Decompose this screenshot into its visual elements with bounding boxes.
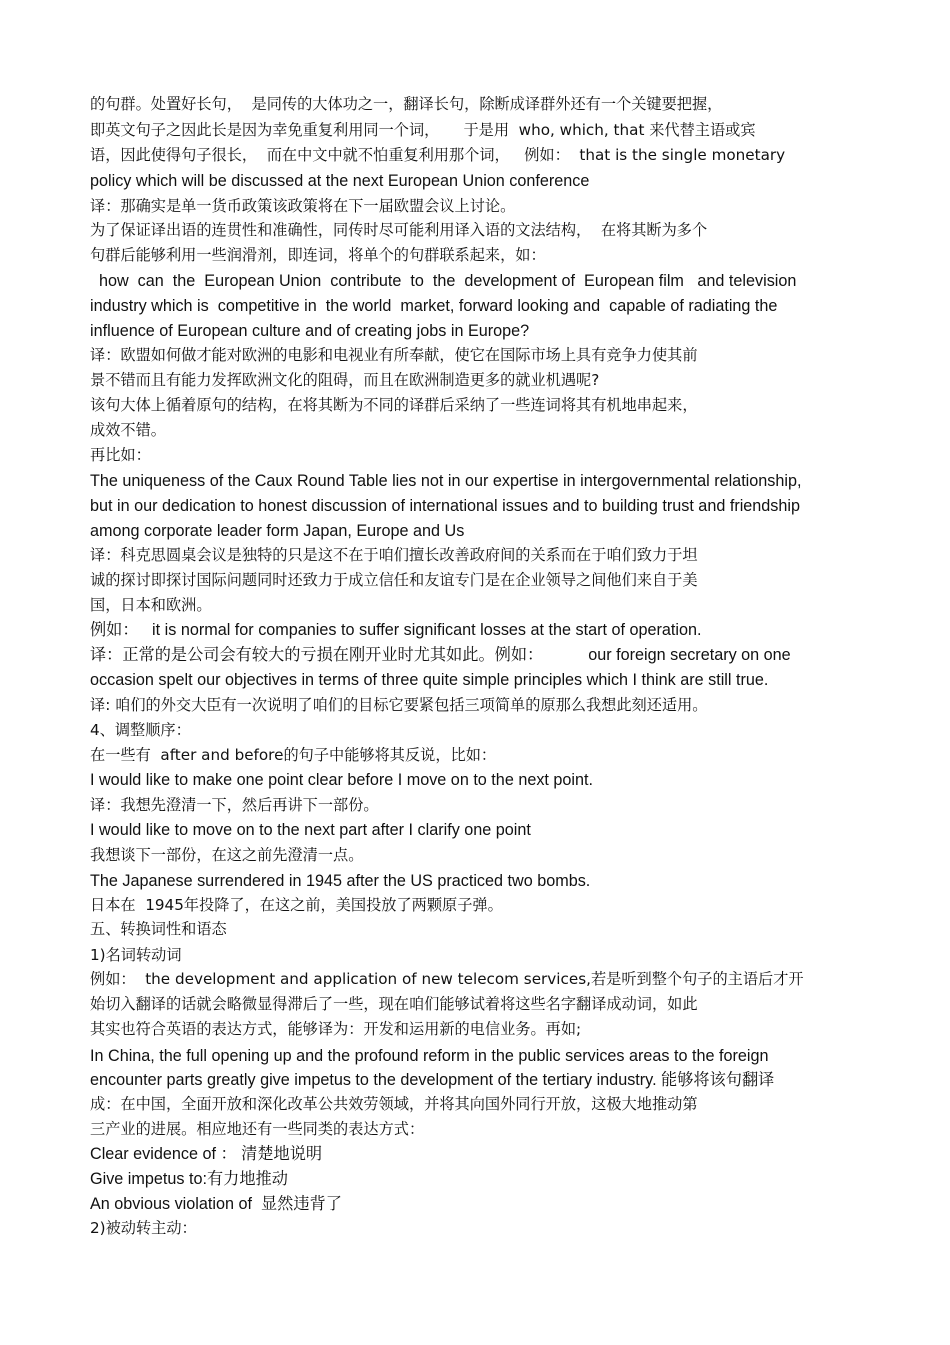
text-line: influence of European culture and of creating jobs in Europe? [90, 322, 530, 340]
text-line: 语，因此使得句子很长， 而在中文中就不怕重复利用那个词， 例如： that is the single monetary [90, 146, 786, 164]
text-line: 其实也符合英语的表达方式，能够译为：开发和运用新的电信业务。再如; [90, 1020, 582, 1038]
text-line: 译：正常的是公司会有较大的亏损在刚开业时尤其如此。例如： our foreign secretary on one [90, 646, 791, 664]
text-line: 五、转换词性和语态 [90, 920, 227, 938]
text-line: occasion spelt our objectives in terms of three quite simple principles which I think are still true. [90, 671, 769, 689]
text-line: 再比如： [90, 446, 151, 464]
text-line: encounter parts greatly give impetus to the development of the tertiary industry. 能够将该句翻译 [90, 1071, 775, 1089]
text-line: policy which will be discussed at the next European Union conference [90, 172, 590, 190]
text-line: I would like to make one point clear before I move on to the next point. [90, 771, 594, 789]
text-line: 译：那确实是单一货币政策该政策将在下一届欧盟会议上讨论。 [90, 197, 516, 215]
text-line: how can the European Union contribute to the development of European film and television [90, 272, 797, 290]
text-line: 日本在 1945年投降了，在这之前，美国投放了两颗原子弹。 [90, 896, 503, 914]
text-line: 成：在中国，全面开放和深化改革公共效劳领域，并将其向国外同行开放，这极大地推动第 [90, 1095, 698, 1113]
text-line: 三产业的进展。相应地还有一些同类的表达方式： [90, 1120, 425, 1138]
text-line: 国，日本和欧洲。 [90, 596, 212, 614]
text-line: 的句群。处置好长句， 是同传的大体功之一，翻译长句，除断成译群外还有一个关键要把握， [90, 95, 723, 113]
text-line: In China, the full opening up and the profound reform in the public services areas to the foreign [90, 1047, 769, 1065]
text-line: 诚的探讨即探讨国际问题同时还致力于成立信任和友谊专门是在企业领导之间他们来自于美 [90, 571, 698, 589]
text-line: 译: 咱们的外交大臣有一次说明了咱们的目标它要紧包括三项简单的原那么我想此刻还适用。 [90, 696, 708, 714]
text-line: 译：科克思圆桌会议是独特的只是这不在于咱们擅长改善政府间的关系而在于咱们致力于坦 [90, 546, 698, 564]
text-line: The uniqueness of the Caux Round Table lies not in our expertise in intergovernmental relationship, [90, 472, 802, 490]
text-line: 1)名词转动词 [90, 946, 182, 964]
text-line: 我想谈下一部份，在这之前先澄清一点。 [90, 846, 364, 864]
text-line: 即英文句子之因此长是因为幸免重复利用同一个词， 于是用 who, which, that 来代替主语或宾 [90, 121, 756, 139]
text-line: but in our dedication to honest discussion of international issues and to building trust and friendship [90, 497, 801, 515]
text-line: 该句大体上循着原句的结构，在将其断为不同的译群后采纳了一些连词将其有机地串起来， [90, 396, 698, 414]
text-line: 句群后能够利用一些润滑剂，即连词，将单个的句群联系起来，如： [90, 246, 546, 264]
text-line: The Japanese surrendered in 1945 after the US practiced two bombs. [90, 872, 591, 890]
text-line: 例如： the development and application of new telecom services,若是听到整个句子的主语后才开 [90, 970, 804, 988]
text-line: 景不错而且有能力发挥欧洲文化的阻碍，而且在欧洲制造更多的就业机遇呢? [90, 371, 600, 389]
text-line: 例如： it is normal for companies to suffer significant losses at the start of operation. [90, 621, 702, 639]
text-line: 译：欧盟如何做才能对欧洲的电影和电视业有所奉献，使它在国际市场上具有竞争力使其前 [90, 346, 698, 364]
text-line: industry which is competitive in the world market, forward looking and capable of radiating the [90, 297, 778, 315]
text-line: 在一些有 after and before的句子中能够将其反说，比如： [90, 746, 497, 764]
text-line: Clear evidence of ： 清楚地说明 [90, 1145, 323, 1163]
text-line: among corporate leader form Japan, Europe and Us [90, 522, 465, 540]
text-line: 译：我想先澄清一下，然后再讲下一部份。 [90, 796, 379, 814]
text-line: 始切入翻译的话就会略微显得滞后了一些，现在咱们能够试着将这些名字翻译成动词，如此 [90, 995, 698, 1013]
text-line: I would like to move on to the next part after I clarify one point [90, 821, 531, 839]
text-line: 为了保证译出语的连贯性和准确性，同传时尽可能利用译入语的文法结构， 在将其断为多个 [90, 221, 708, 239]
text-line: An obvious violation of 显然违背了 [90, 1195, 342, 1213]
text-line: 2)被动转主动： [90, 1219, 197, 1237]
text-line: Give impetus to:有力地推动 [90, 1170, 288, 1188]
text-line: 成效不错。 [90, 421, 166, 439]
text-line: 4、调整顺序： [90, 721, 191, 739]
